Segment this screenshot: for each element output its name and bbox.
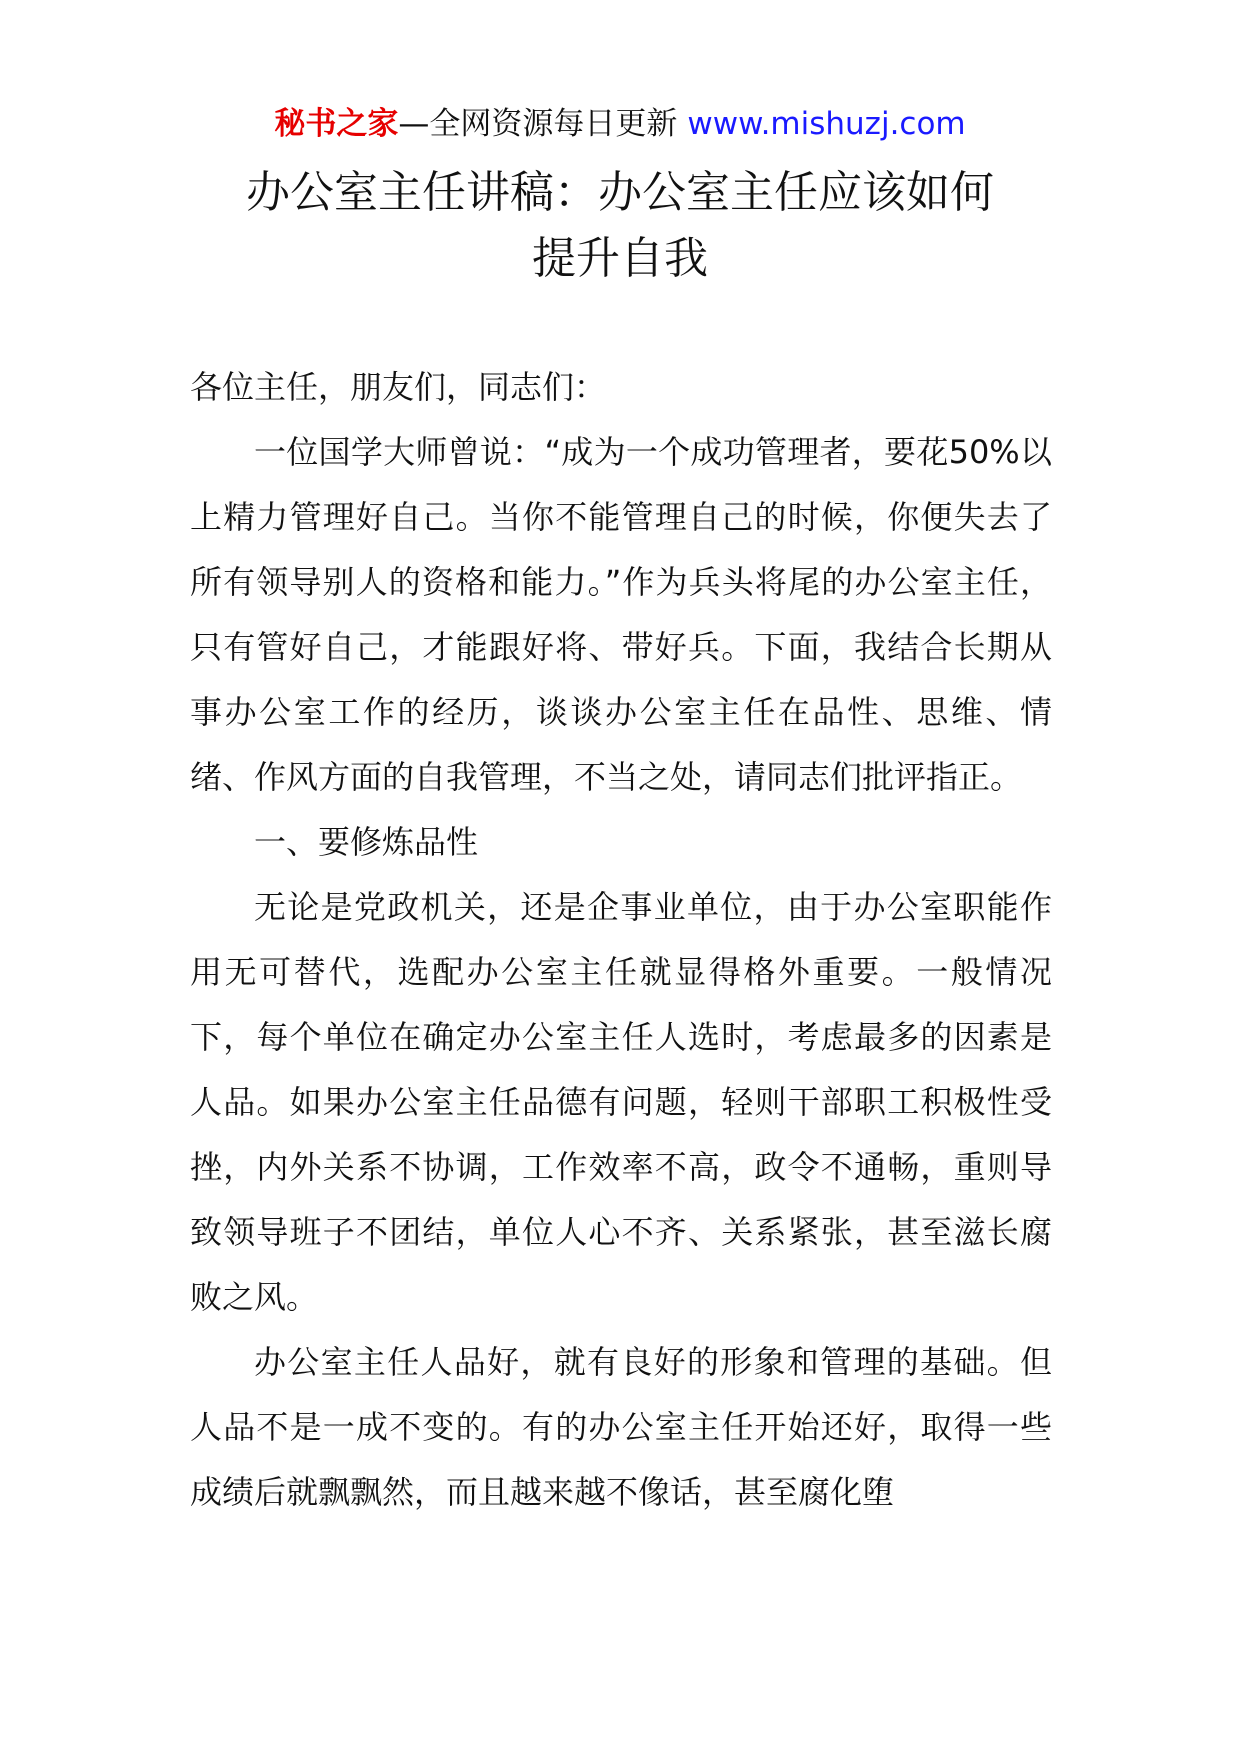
paragraph-intro: 一位国学大师曾说：“成为一个成功管理者，要花50%以上精力管理好自己。当你不能管理自己的时候，你便失去了所有领导别人的资格和能力。”作为兵头将尾的办公室主任，只有管好自己，才能跟好将、带好兵。下面，我结合长期从事办公室工作的经历，谈谈办公室主任在品性、思维、情绪、作风方面的自我管理，不当之处，请同志们批评指正。: [190, 433, 1052, 796]
paragraph-section-1-a: 无论是党政机关，还是企事业单位，由于办公室职能作用无可替代，选配办公室主任就显得格外重要。一般情况下，每个单位在确定办公室主任人选时，考虑最多的因素是人品。如果办公室主任品德有问题，轻则干部职工积极性受挫，内外关系不协调，工作效率不高，政令不通畅，重则导致领导班子不团结，单位人心不齐、关系紧张，甚至滋长腐败之风。: [190, 888, 1052, 1316]
document-body: [190, 355, 1052, 1525]
site-header: [0, 102, 1240, 146]
document-title: [190, 160, 1050, 292]
section-heading-1: 一、要修炼品性: [254, 823, 479, 861]
site-url-link[interactable]: www.mishuzj.com: [687, 106, 966, 142]
salutation: 各位主任，朋友们，同志们：: [190, 368, 607, 406]
paragraph-section-1-b: 办公室主任人品好，就有良好的形象和管理的基础。但人品不是一成不变的。有的办公室主任开始还好，取得一些成绩后就飘飘然，而且越来越不像话，甚至腐化堕: [190, 1343, 1052, 1511]
brand-name: 秘书之家: [274, 106, 399, 142]
header-slogan: —全网资源每日更新: [398, 106, 678, 142]
title-line-2: 提升自我: [532, 233, 708, 284]
title-line-1: 办公室主任讲稿：办公室主任应该如何: [246, 167, 994, 218]
